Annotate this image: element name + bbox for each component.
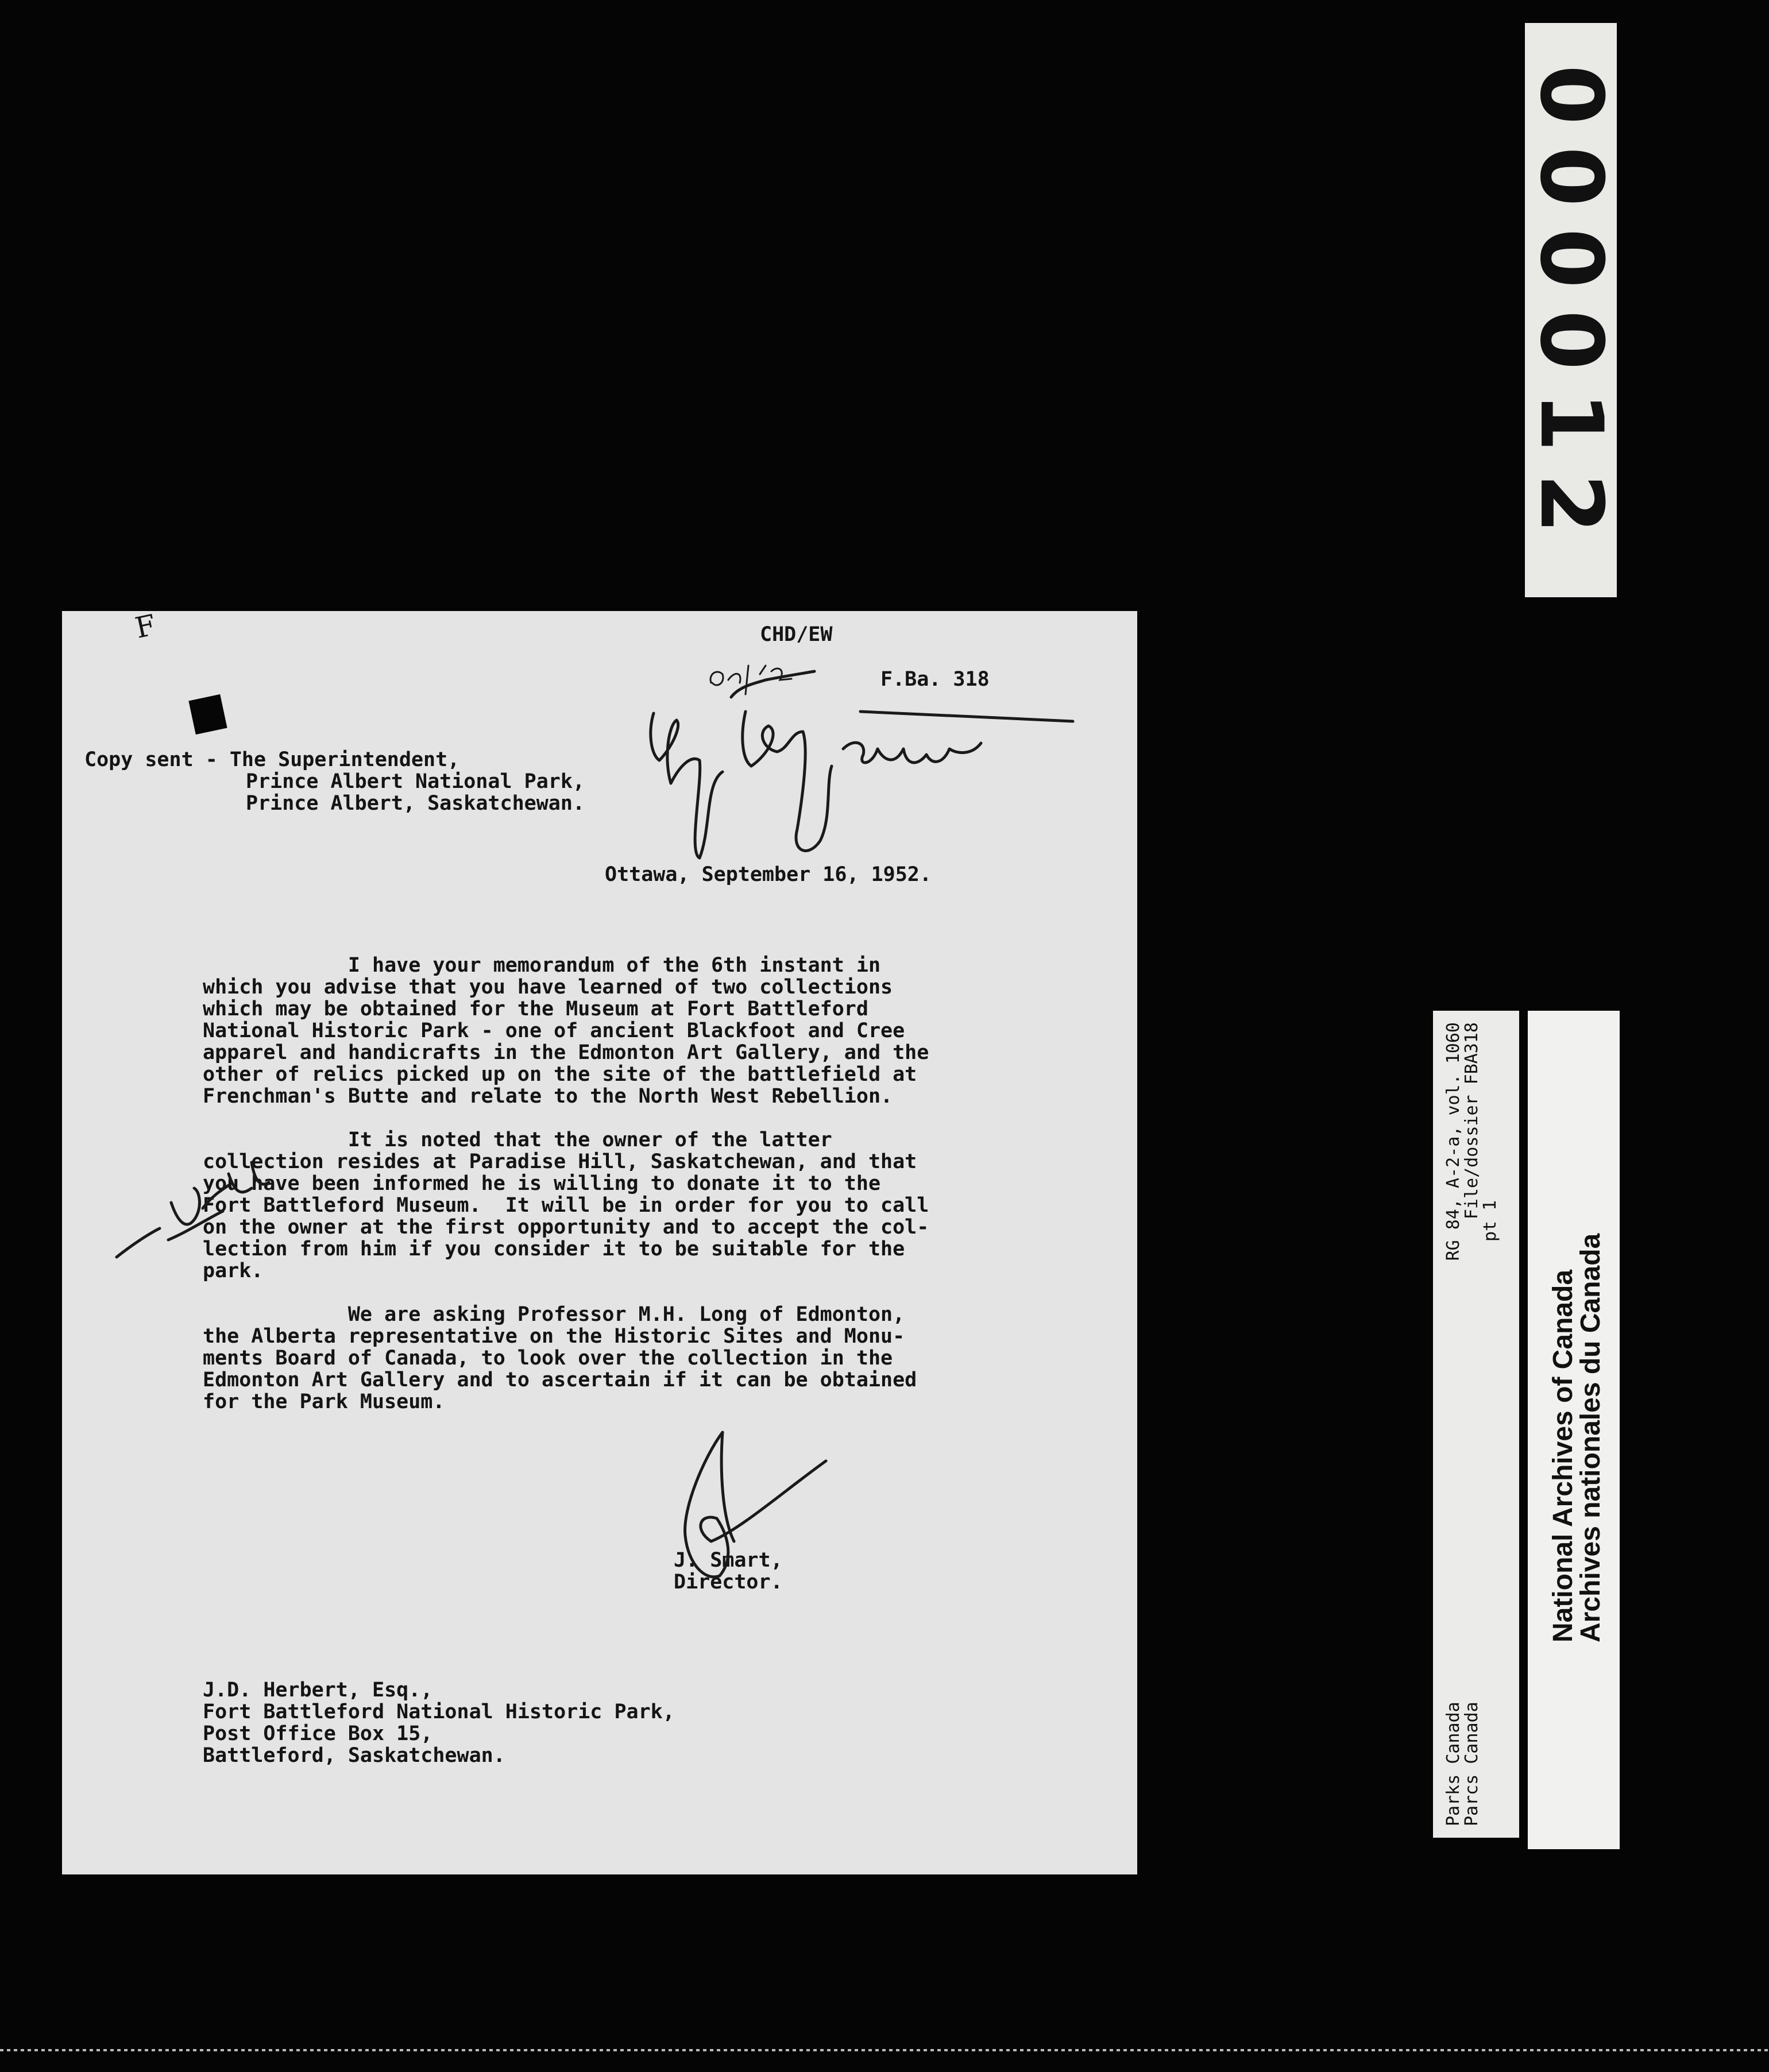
archive-reference-text (1444, 1022, 1500, 1826)
paragraph-2 (203, 1129, 1087, 1282)
letter-page (62, 608, 1137, 1874)
p1-line-4: National Historic Park - one of ancient Blackfoot and Cree (203, 1019, 905, 1042)
p2-line-3: you have been informed he is willing to donate it to the (203, 1172, 881, 1195)
letter-body (203, 954, 1087, 1435)
copy-sent-line-2: Prince Albert National Park, (246, 770, 585, 793)
p3-line-2: the Alberta representative on the Historic Sites and Monu- (203, 1325, 905, 1348)
archives-name-fr: Archives nationales du Canada (1575, 1233, 1606, 1642)
archive-reference-label (1433, 1011, 1519, 1838)
national-archives-text (1550, 1234, 1605, 1642)
addressee-line-3: Post Office Box 15, (203, 1722, 433, 1745)
archive-agency-en: Parks Canada (1443, 1702, 1463, 1826)
ink-blot (188, 694, 227, 735)
archive-row-3 (1481, 1022, 1500, 1826)
frame-number-strip (1521, 23, 1621, 597)
signature-title: Director. (674, 1571, 783, 1594)
signature-name: J. Smart, (674, 1549, 783, 1572)
copy-sent-line-3: Prince Albert, Saskatchewan. (246, 792, 585, 815)
reference-code: CHD/EW (760, 623, 833, 646)
film-edge (0, 2049, 1769, 2051)
p2-line-4: Fort Battleford Museum. It will be in order for you to call (203, 1194, 929, 1217)
p2-line-5: on the owner at the first opportunity and to accept the col- (203, 1216, 929, 1239)
archive-agency-fr: Parcs Canada (1462, 1702, 1482, 1826)
national-archives-label (1528, 1011, 1620, 1849)
p3-line-3: ments Board of Canada, to look over the collection in the (203, 1347, 893, 1370)
frame-number: 000012 (1521, 64, 1621, 556)
archives-name-en: National Archives of Canada (1548, 1269, 1578, 1642)
file-number: F.Ba. 318 (880, 668, 990, 691)
p2-line-2: collection resides at Paradise Hill, Saskatchewan, and that (203, 1150, 917, 1173)
archive-file: File/dossier FBA318 (1462, 1022, 1482, 1220)
handwritten-margin-mark: F (132, 608, 159, 645)
p2-line-7: park. (203, 1259, 264, 1282)
p1-line-1: I have your memorandum of the 6th instant in (203, 954, 881, 977)
p2-line-1: It is noted that the owner of the latter (203, 1128, 832, 1151)
underline-stroke (860, 712, 1073, 721)
p3-line-1: We are asking Professor M.H. Long of Edmonton, (203, 1303, 905, 1326)
date-line: Ottawa, September 16, 1952. (605, 863, 932, 886)
archive-volume: RG 84, A-2-a, vol. 1060 (1443, 1022, 1463, 1261)
p1-line-2: which you advise that you have learned of two collections (203, 976, 893, 999)
p1-line-7: Frenchman's Butte and relate to the North West Rebellion. (203, 1085, 893, 1108)
p3-line-4: Edmonton Art Gallery and to ascertain if it can be obtained (203, 1369, 917, 1391)
p1-line-3: which may be obtained for the Museum at Fort Battleford (203, 998, 868, 1020)
archive-part: pt 1 (1480, 1200, 1500, 1242)
paragraph-3 (203, 1304, 1087, 1413)
handwritten-bldg (743, 712, 832, 851)
addressee-line-4: Battleford, Saskatchewan. (203, 1744, 505, 1767)
p1-line-6: other of relics picked up on the site of the battlefield at (203, 1063, 917, 1086)
handwritten-date-stroke (731, 671, 814, 697)
handwritten-days (843, 743, 981, 763)
archive-row-2 (1463, 1022, 1481, 1826)
handwritten-date-oct (710, 666, 791, 694)
handwritten-by (651, 713, 723, 858)
archive-row-1 (1444, 1022, 1463, 1826)
copy-sent-line-1: Copy sent - The Superintendent, (84, 748, 460, 771)
paragraph-1 (203, 954, 1087, 1107)
p3-line-5: for the Park Museum. (203, 1390, 445, 1413)
addressee-line-1: J.D. Herbert, Esq., (203, 1679, 433, 1702)
p2-line-6: lection from him if you consider it to be suitable for the (203, 1238, 905, 1261)
addressee-line-2: Fort Battleford National Historic Park, (203, 1700, 675, 1723)
p1-line-5: apparel and handicrafts in the Edmonton Art Gallery, and the (203, 1041, 929, 1064)
